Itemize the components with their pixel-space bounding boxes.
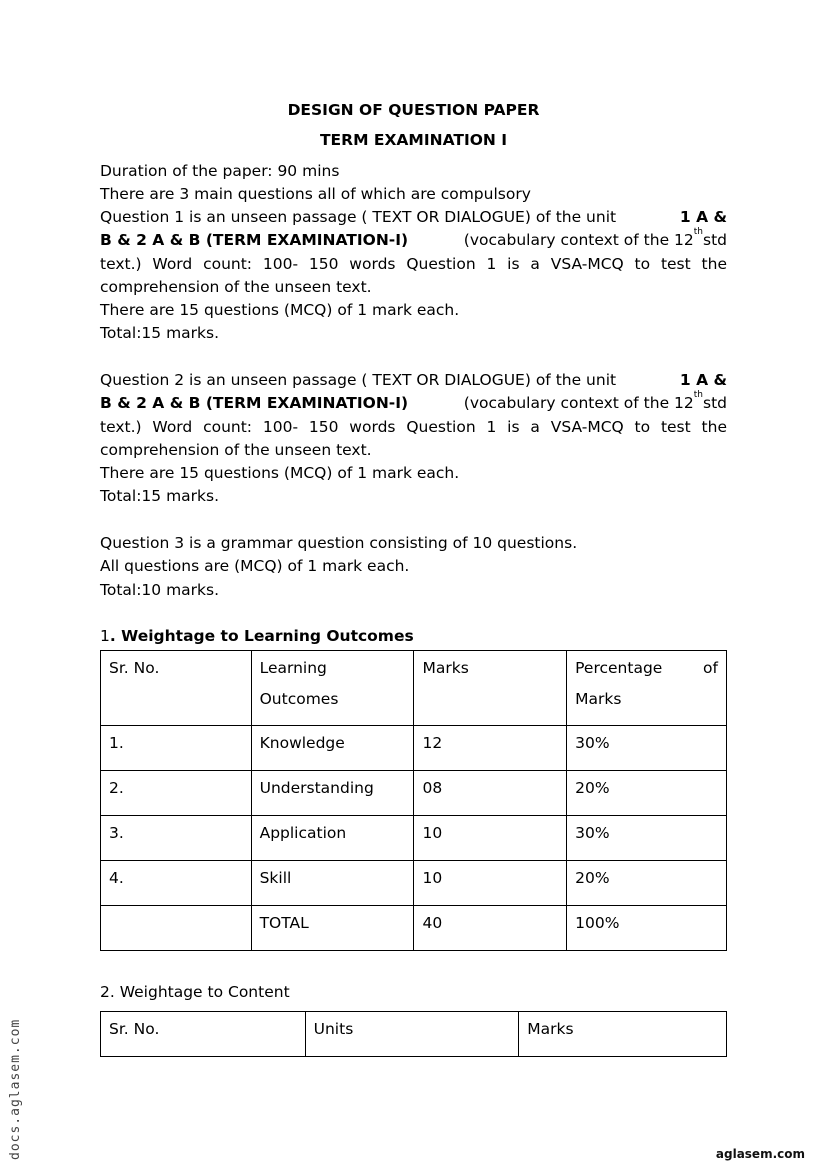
learning-outcomes-table — [100, 650, 727, 951]
duration-text: Duration of the paper: 90 mins — [100, 162, 340, 180]
cell-outcome: Skill — [251, 861, 414, 906]
q2-line-1 — [100, 369, 727, 392]
table-header-row — [101, 1012, 727, 1057]
cell-sr: 4. — [101, 861, 252, 906]
q1-line-1 — [100, 206, 727, 229]
q2-line-2 — [100, 392, 727, 415]
cell-outcome: TOTAL — [251, 906, 414, 951]
q2-line-4: comprehension of the unseen text. — [100, 441, 372, 459]
table-row-total — [101, 906, 727, 951]
q1-line-4: comprehension of the unseen text. — [100, 278, 372, 296]
q2-line-5: There are 15 questions (MCQ) of 1 mark each. — [100, 464, 460, 482]
q1-unit-bold: 1 A & — [679, 208, 727, 226]
header-pct-word: Percentage — [575, 659, 663, 677]
header-of-word: of — [703, 659, 718, 677]
main-questions-text: There are 3 main questions all of which are compulsory — [100, 185, 531, 203]
q2-unit-bold: 1 A & — [679, 371, 727, 389]
q3-line-1: Question 3 is a grammar question consisting of 10 questions. — [100, 534, 578, 552]
q2-vocab-text — [464, 392, 727, 415]
cell-pct: 20% — [567, 771, 727, 816]
cell-pct: 30% — [567, 726, 727, 771]
cell-marks: 10 — [414, 816, 567, 861]
cell-marks: 08 — [414, 771, 567, 816]
q1-vocab-end: std — [703, 231, 727, 249]
cell-pct: 100% — [567, 906, 727, 951]
header-pct-line-2: Marks — [575, 690, 622, 708]
cell-marks: 10 — [414, 861, 567, 906]
q3-line-3: Total:10 marks. — [100, 581, 220, 599]
q2-line-6: Total:15 marks. — [100, 487, 220, 505]
header-percentage — [567, 651, 727, 726]
cell-sr: 2. — [101, 771, 252, 816]
header-learning-outcomes — [251, 651, 414, 726]
cell-outcome: Application — [251, 816, 414, 861]
section-2-heading: 2. Weightage to Content — [100, 983, 290, 1001]
content-weightage-table — [100, 1011, 727, 1057]
q2-vocab-end: std — [703, 394, 727, 412]
document-subtitle: TERM EXAMINATION I — [319, 131, 508, 149]
q1-sup: th — [693, 227, 703, 237]
table-row — [101, 771, 727, 816]
q1-line-5: There are 15 questions (MCQ) of 1 mark each. — [100, 301, 460, 319]
cell-outcome: Understanding — [251, 771, 414, 816]
q1-term-bold: B & 2 A & B (TERM EXAMINATION-I) — [100, 231, 409, 249]
cell-marks: 12 — [414, 726, 567, 771]
q2-line-3: text.) Word count: 100- 150 words Question 1 is a VSA-MCQ to test the — [100, 418, 727, 436]
header-sr-no: Sr. No. — [101, 1012, 306, 1057]
cell-pct: 20% — [567, 861, 727, 906]
q1-vocab-mid: (vocabulary context of the 12 — [463, 231, 694, 249]
section-1-number: 1 — [100, 627, 110, 645]
cell-marks: 40 — [414, 906, 567, 951]
header-sr-no: Sr. No. — [101, 651, 252, 726]
q2-sup: th — [693, 390, 703, 400]
table-header-row — [101, 651, 727, 726]
section-1-title: . Weightage to Learning Outcomes — [109, 627, 414, 645]
cell-sr: 3. — [101, 816, 252, 861]
header-pct-line-1 — [575, 653, 718, 684]
section-1-heading — [100, 625, 727, 648]
cell-sr: 1. — [101, 726, 252, 771]
table-row — [101, 816, 727, 861]
q1-vocab-text — [464, 229, 727, 252]
side-watermark: docs.aglasem.com — [8, 1018, 23, 1160]
q1-line-2 — [100, 229, 727, 252]
table-row — [101, 861, 727, 906]
cell-pct: 30% — [567, 816, 727, 861]
q1-line-1-text: Question 1 is an unseen passage ( TEXT OR DIALOGUE) of the unit — [100, 208, 617, 226]
header-lo-line-1: Learning — [259, 659, 327, 677]
cell-outcome: Knowledge — [251, 726, 414, 771]
header-marks: Marks — [414, 651, 567, 726]
header-marks: Marks — [519, 1012, 727, 1057]
document-title: DESIGN OF QUESTION PAPER — [287, 101, 540, 119]
q2-term-bold: B & 2 A & B (TERM EXAMINATION-I) — [100, 394, 409, 412]
header-lo-line-2: Outcomes — [259, 690, 339, 708]
brand-footer: aglasem.com — [715, 1147, 805, 1161]
q2-vocab-mid: (vocabulary context of the 12 — [463, 394, 694, 412]
q3-line-2: All questions are (MCQ) of 1 mark each. — [100, 557, 410, 575]
q2-line-1-text: Question 2 is an unseen passage ( TEXT OR DIALOGUE) of the unit — [100, 371, 617, 389]
table-row — [101, 726, 727, 771]
cell-sr — [101, 906, 252, 951]
q1-line-3: text.) Word count: 100- 150 words Question 1 is a VSA-MCQ to test the — [100, 255, 727, 273]
q1-line-6: Total:15 marks. — [100, 324, 220, 342]
header-units: Units — [305, 1012, 519, 1057]
